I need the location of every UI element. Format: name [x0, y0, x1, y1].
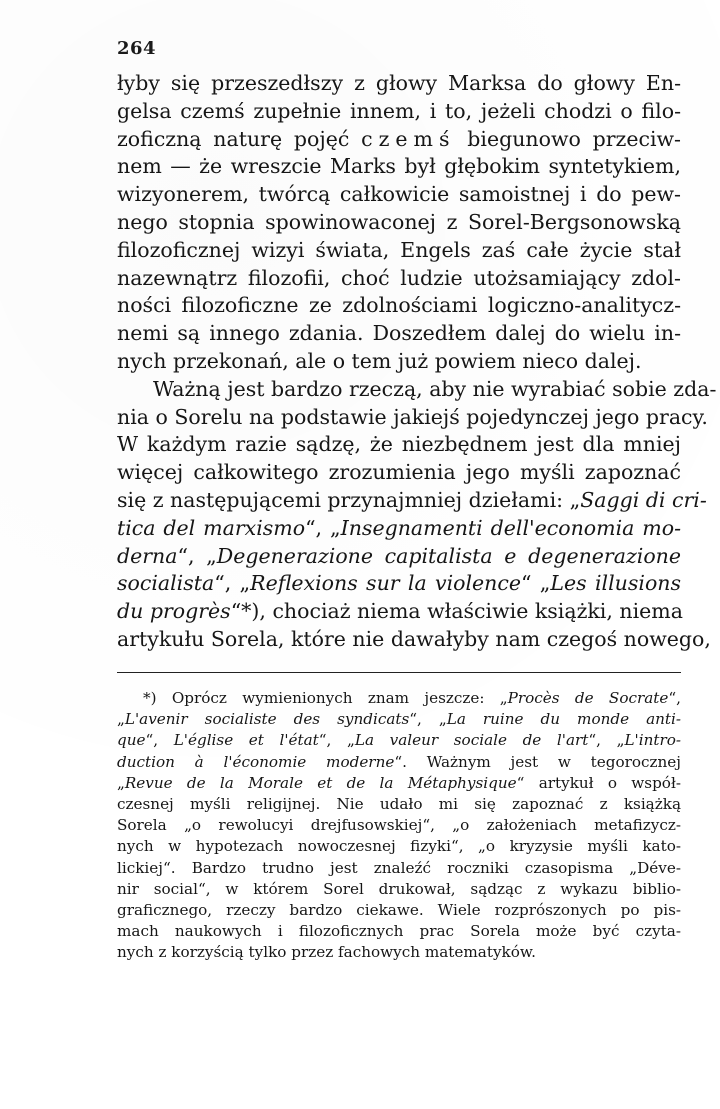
italic-title-text: L'intro- [624, 731, 681, 750]
body-text-line [117, 98, 681, 126]
text-run: “ „ [520, 571, 551, 596]
footnote-line [117, 900, 681, 921]
italic-title-text: du progrès [117, 599, 231, 624]
body-text-line [117, 237, 681, 265]
spaced-emphasis-text: czemś [361, 126, 456, 151]
text-run: nemi są innego zdania. Doszedłem dalej do wielu in- [117, 321, 681, 346]
text-run: “, [668, 689, 681, 707]
text-run: Ważną jest bardzo rzeczą, aby nie wyrabiać sobie zda- [153, 376, 717, 401]
italic-title-text: duction à l'économie moderne [117, 752, 395, 771]
text-run: ności filozoficzne ze zdolnościami logiczno-analitycz- [117, 293, 681, 318]
body-text-line [117, 570, 681, 598]
text-run: więcej całkowitego zrozumienia jego myśli zapoznać [117, 460, 681, 485]
body-text-line [117, 515, 681, 543]
text-run: się z następującemi przynajmniej dziełami: „ [117, 487, 581, 512]
text-run: nir social“, w którem Sorel drukował, sądząc z wykazu biblio- [117, 879, 681, 898]
body-text-line [117, 376, 717, 404]
text-run: „ [117, 710, 125, 729]
text-run: nych w hypotezach nowoczesnej fizyki“, „o kryzysie myśli kato- [117, 837, 681, 856]
text-run: biegunowo przeciw- [455, 126, 681, 151]
footnote-line [117, 815, 681, 836]
footnote-line [117, 730, 681, 751]
footnote-line [117, 773, 681, 794]
body-text-line [117, 431, 681, 459]
text-run: mach naukowych i filozoficznych prac Sorela może być czyta- [117, 922, 681, 941]
text-run: nazewnątrz filozofii, choć ludzie utożsamiający zdol- [117, 265, 681, 290]
text-run: “, „ [318, 731, 355, 750]
italic-title-text: socialista [117, 571, 215, 596]
footnote-line [117, 879, 681, 900]
footnote-line [117, 794, 681, 815]
footnote-line [117, 921, 681, 942]
italic-title-text: Reflexions sur la violence [250, 571, 521, 596]
text-run: artykułu Sorela, które nie dawałyby nam czegoś nowego, [117, 626, 711, 651]
body-text-line [117, 348, 681, 376]
body-text-line [117, 320, 681, 348]
text-run: zoficzną naturę pojęć [117, 126, 362, 151]
body-text-line [117, 265, 681, 293]
text-run: “, „ [305, 515, 341, 540]
text-run: gelsa czemś zupełnie innem, i to, jeżeli chodzi o filo- [117, 98, 681, 123]
text-run: „ [117, 773, 125, 792]
footnote-line [117, 836, 681, 857]
footnote-divider [117, 672, 681, 673]
text-run: *) Oprócz wymienionych znam jeszcze: „ [143, 689, 508, 707]
text-run: lickiej“. Bardzo trudno jest znaleźć roczniki czasopisma „Déve- [117, 858, 681, 877]
italic-title-text: Les illusions [550, 571, 682, 596]
text-run: “. Ważnym jest w tegorocznej [394, 752, 682, 771]
text-run: “, „ [588, 731, 625, 750]
footnote-line [117, 709, 681, 730]
italic-title-text: que [117, 731, 146, 750]
page-number: 264 [117, 38, 157, 59]
body-text-line [117, 70, 681, 98]
text-run: “, „ [177, 543, 217, 568]
body-text-line [117, 626, 711, 654]
text-run: nia o Sorelu na podstawie jakiejś pojedynczej jego pracy. [117, 404, 708, 429]
body-text-line [117, 543, 681, 571]
text-run: łyby się przeszedłszy z głowy Marksa do głowy En- [117, 71, 681, 95]
body-text-line [117, 598, 681, 626]
text-run: “, [145, 731, 174, 750]
italic-title-text: L'avenir socialiste des syndicats [124, 710, 410, 729]
text-run: W każdym razie sądzę, że niezbędnem jest dla mniej [117, 432, 681, 457]
footnote-block [117, 688, 681, 963]
text-run: graficznego, rzeczy bardzo ciekawe. Wiele rozprószonych po pis- [117, 900, 681, 919]
text-run: wizyonerem, twórcą całkowicie samoistnej i do pew- [117, 182, 681, 207]
body-text-line [117, 153, 681, 181]
italic-title-text: L'église et l'état [173, 731, 319, 750]
italic-title-text: La ruine du monde anti- [446, 710, 681, 729]
text-run: nych przekonań, ale o tem już powiem nieco dalej. [117, 348, 642, 373]
body-text-line [117, 181, 681, 209]
italic-title-text: Saggi di cri- [580, 487, 707, 512]
italic-title-text: La valeur sociale de l'art [354, 731, 589, 750]
text-run: filozoficznej wizyi świata, Engels zaś całe życie stał [117, 237, 681, 262]
text-run: nem — że wreszcie Marks był głębokim syntetykiem, [117, 154, 681, 179]
text-run: nego stopnia spowinowaconej z Sorel-Bergsonowską [117, 209, 681, 234]
body-text-line [117, 459, 681, 487]
body-text-line [117, 126, 681, 154]
italic-title-text: derna [117, 543, 178, 568]
text-run: “ artykuł o współ- [516, 773, 681, 792]
body-text-line [117, 292, 681, 320]
body-text-line [117, 209, 681, 237]
text-run: nych z korzyścią tylko przez fachowych matematyków. [117, 943, 536, 962]
body-text-line [117, 487, 707, 515]
footnote-line [117, 688, 681, 709]
text-run: “, „ [214, 571, 251, 596]
italic-title-text: Degenerazione capitalista e degenerazione [216, 543, 681, 568]
text-run: czesnej myśli religijnej. Nie udało mi się zapoznać z książką [117, 794, 681, 813]
italic-title-text: Revue de la Morale et de la Métaphysique [124, 773, 517, 792]
body-text-line [117, 404, 708, 432]
footnote-line [117, 942, 681, 963]
italic-title-text: tica del marxismo [117, 515, 306, 540]
text-run: “, „ [409, 710, 447, 729]
footnote-line [117, 858, 681, 879]
footnote-line [117, 752, 681, 773]
italic-title-text: Insegnamenti dell'economia mo- [340, 515, 681, 540]
text-run: Sorela „o rewolucyi drejfusowskiej“, „o założeniach metafizycz- [117, 816, 681, 835]
italic-title-text: Procès de Socrate [507, 689, 669, 707]
text-run: “*), chociaż niema właściwie książki, niema [230, 599, 683, 624]
main-text-block [117, 70, 717, 654]
